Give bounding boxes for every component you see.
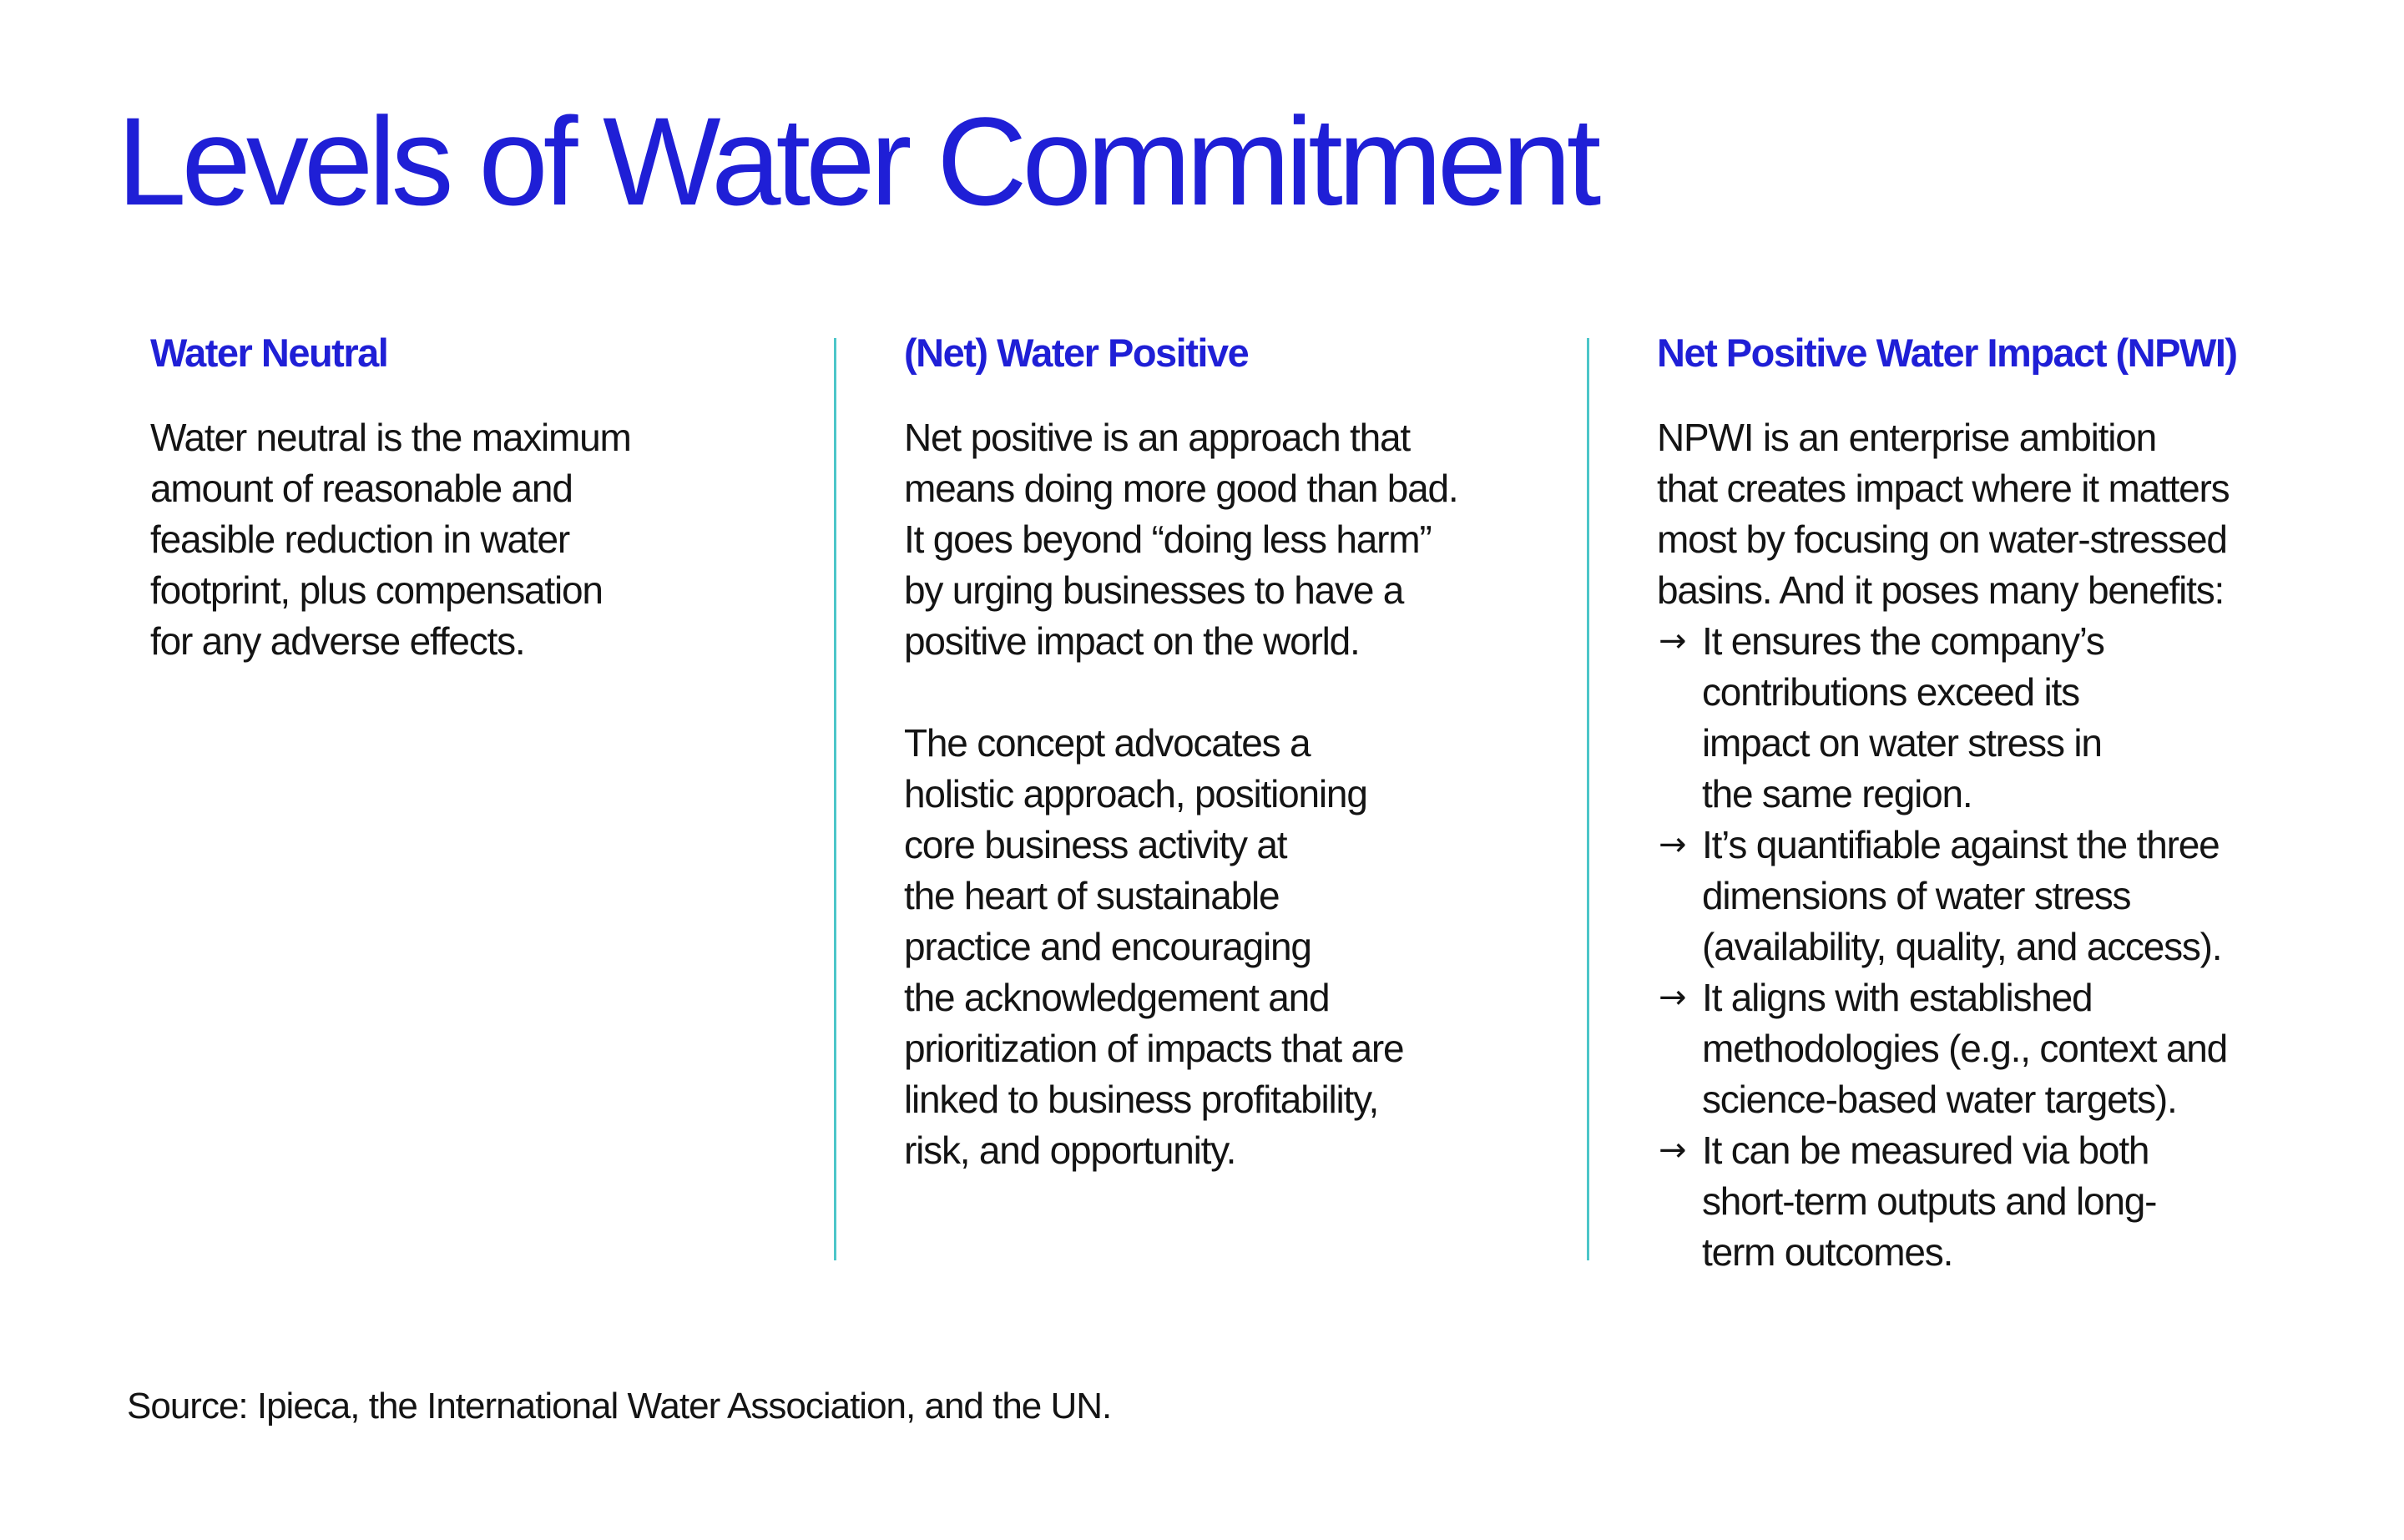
- text-line: risk, and opportunity.: [904, 1128, 1236, 1172]
- text-line: footprint, plus compensation: [150, 568, 603, 612]
- text-line: methodologies (e.g., context and: [1702, 1027, 2228, 1070]
- text-line: means doing more good than bad.: [904, 467, 1458, 510]
- text-line: practice and encouraging: [904, 925, 1311, 968]
- text-line: It ensures the company’s: [1702, 619, 2104, 663]
- arrow-right-icon: →: [1659, 1131, 1686, 1169]
- text-line: Net positive is an approach that: [904, 416, 1410, 459]
- arrow-right-icon: →: [1659, 622, 1686, 660]
- column-net-water-positive: [904, 327, 1572, 1176]
- text-line: for any adverse effects.: [150, 619, 525, 663]
- text-line: core business activity at: [904, 823, 1287, 866]
- text-line: It can be measured via both: [1702, 1128, 2149, 1172]
- list-item: [1657, 820, 2325, 972]
- text-line: the same region.: [1702, 772, 1972, 815]
- paragraph: [150, 412, 818, 667]
- column-body: [150, 412, 818, 667]
- text-line: that creates impact where it matters: [1657, 467, 2230, 510]
- column-heading: Net Positive Water Impact (NPWI): [1657, 331, 2237, 375]
- source-note: Source: Ipieca, the International Water Association, and the UN.: [127, 1386, 1112, 1426]
- column-water-neutral: [150, 327, 818, 667]
- text-line: The concept advocates a: [904, 721, 1311, 765]
- text-line: It aligns with established: [1702, 976, 2093, 1019]
- list-item: [1657, 1125, 2325, 1278]
- text-line: basins. And it poses many benefits:: [1657, 568, 2225, 612]
- column-heading: Water Neutral: [150, 331, 388, 375]
- column-body: [1657, 412, 2325, 1278]
- text-line: amount of reasonable and: [150, 467, 573, 510]
- text-line: contributions exceed its: [1702, 670, 2079, 714]
- column-divider: [1587, 338, 1589, 1260]
- text-line: most by focusing on water-stressed: [1657, 518, 2227, 561]
- text-line: prioritization of impacts that are: [904, 1027, 1404, 1070]
- text-line: feasible reduction in water: [150, 518, 570, 561]
- text-line: holistic approach, positioning: [904, 772, 1367, 815]
- text-line: Water neutral is the maximum: [150, 416, 631, 459]
- column-body: [904, 412, 1572, 1176]
- text-line: by urging businesses to have a: [904, 568, 1404, 612]
- text-line: linked to business profitability,: [904, 1078, 1379, 1121]
- text-line: dimensions of water stress: [1702, 874, 2131, 917]
- paragraph: [904, 718, 1572, 1176]
- arrow-right-icon: →: [1659, 978, 1686, 1017]
- text-line: It goes beyond “doing less harm”: [904, 518, 1432, 561]
- text-line: short-term outputs and long-: [1702, 1179, 2157, 1223]
- text-line: (availability, quality, and access).: [1702, 925, 2222, 968]
- benefits-list: [1657, 616, 2325, 1278]
- paragraph: [1657, 412, 2325, 616]
- column-npwi: [1657, 327, 2325, 1278]
- text-line: positive impact on the world.: [904, 619, 1360, 663]
- arrow-right-icon: →: [1659, 826, 1686, 864]
- text-line: science-based water targets).: [1702, 1078, 2177, 1121]
- text-line: impact on water stress in: [1702, 721, 2102, 765]
- text-line: the acknowledgement and: [904, 976, 1330, 1019]
- list-item: [1657, 972, 2325, 1125]
- column-divider: [834, 338, 836, 1260]
- text-line: term outcomes.: [1702, 1230, 1953, 1274]
- column-heading: (Net) Water Positive: [904, 331, 1249, 375]
- list-item: [1657, 616, 2325, 820]
- text-line: the heart of sustainable: [904, 874, 1280, 917]
- text-line: NPWI is an enterprise ambition: [1657, 416, 2157, 459]
- page-title: Levels of Water Commitment: [117, 91, 1597, 231]
- paragraph: [904, 412, 1572, 667]
- text-line: It’s quantifiable against the three: [1702, 823, 2220, 866]
